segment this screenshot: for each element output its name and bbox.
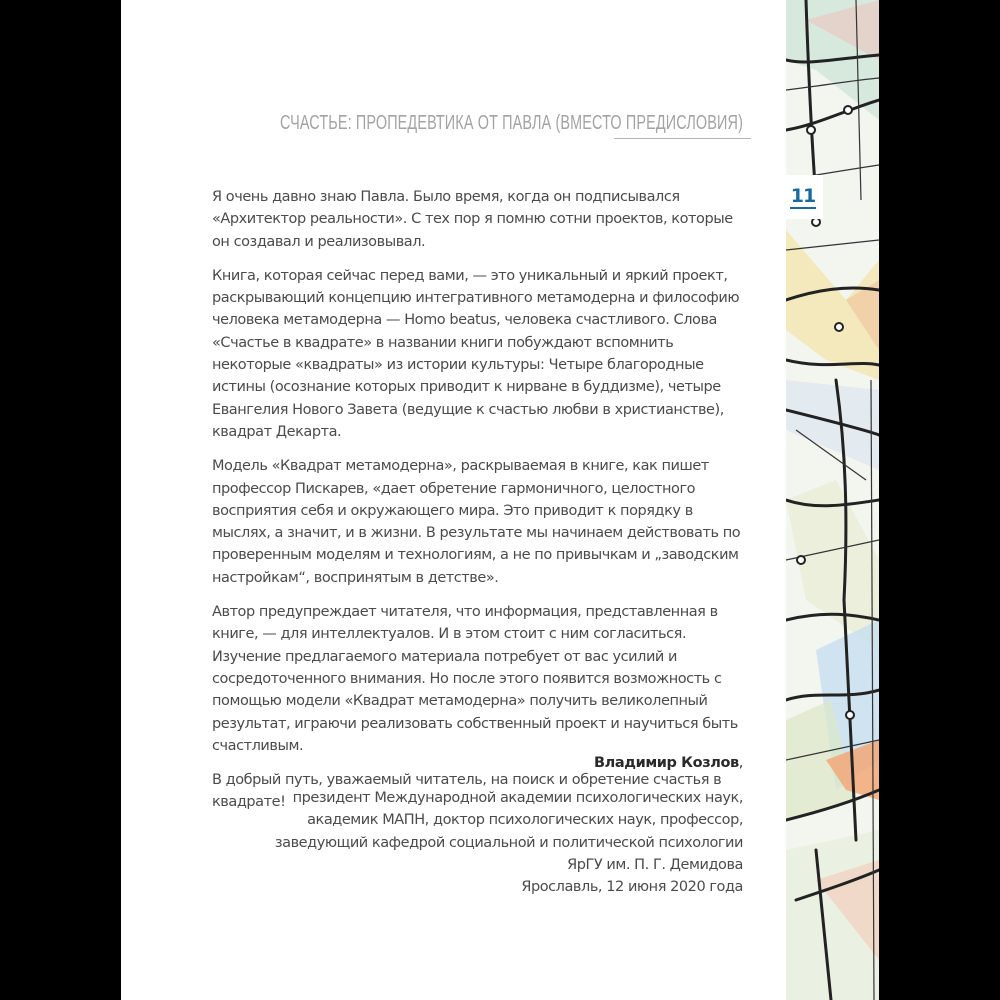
credential-line: ЯрГУ им. П. Г. Демидова	[567, 856, 743, 873]
paragraph: Книга, которая сейчас перед вами, — это уникальный и яркий проект, раскрывающий концепцию интегративного метамодерна и философию человека метамодерна — Homo beatus, человека счастливого. Слова «Счастье в квадрате» в названии книги побуждают вспомнить некоторые «квадраты» из истории культуры: Четыре благородные истины (осознание которых приводит к нирване в буддизме), четыре Евангелия Нового Завета (ведущие к счастью любви в христианстве), квадрат Декарта.	[212, 267, 740, 440]
stained-glass-drawing	[786, 0, 879, 1000]
signature	[594, 755, 743, 771]
credential-line: заведующий кафедрой социальной и политической психологии	[274, 834, 743, 851]
running-title: СЧАСТЬЕ: ПРОПЕДЕВТИКА ОТ ПАВЛА (ВМЕСТО ПРЕДИСЛОВИЯ)	[280, 112, 743, 134]
author-name: Владимир Козлов	[594, 755, 739, 771]
page-number: 11	[790, 185, 816, 207]
credential-line: президент Международной академии психологических наук,	[292, 790, 743, 806]
running-title-rule	[614, 138, 751, 139]
paragraph: Модель «Квадрат метамодерна», раскрываемая в книге, как пишет профессор Пискарев, «дает обретение гармоничного, целостного восприятия себя и окружающего мира. Это приводит к порядку в мыслях, а значит, и в жизни. В результате мы начинаем действовать по проверенным моделям и технологиям, а не по привычкам и „заводским настройкам“, воспринятым в детстве».	[212, 458, 741, 586]
author-credentials	[183, 787, 743, 898]
page-number-tab	[783, 175, 823, 219]
preface-body	[212, 186, 747, 826]
credential-line: академик МАПН, доктор психологических наук, профессор,	[307, 812, 743, 829]
credential-line: Ярославль, 12 июня 2020 года	[521, 879, 743, 896]
decorative-artwork	[786, 0, 879, 1000]
book-page	[121, 0, 879, 1000]
paragraph: Я очень давно знаю Павла. Было время, когда он подписывался «Архитектор реальности». С тех пор я помню сотни проектов, которые он создавал и реализовывал.	[212, 189, 733, 250]
paragraph: Автор предупреждает читателя, что информация, представленная в книге, — для интеллектуалов. И в этом стоит с ним согласиться. Изучение предлагаемого материала потребует от вас усилий и сосредоточенного внимания. Но после этого появится возможность с помощью модели «Квадрат метамодерна» получить великолепный результат, играючи реализовать собственный проект и научиться быть счастливым.	[212, 604, 738, 754]
paragraph: В добрый путь, уважаемый читатель, на поиск и обретение счастья в квадрате!	[212, 772, 722, 811]
author-name-comma: ,	[738, 755, 743, 771]
